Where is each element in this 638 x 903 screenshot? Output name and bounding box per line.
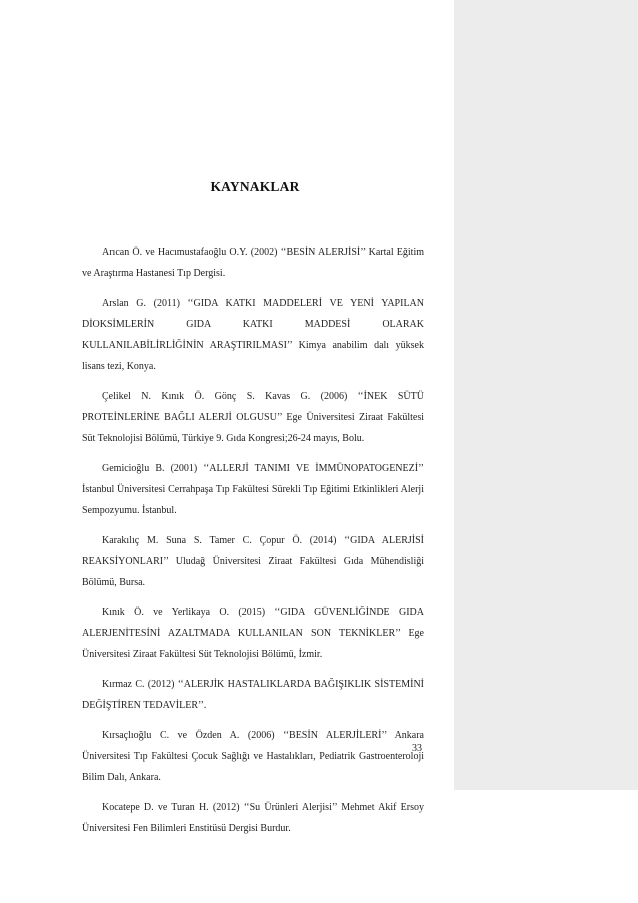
reference-item: Arıcan Ö. ve Hacımustafaoğlu O.Y. (2002) ‘‘BESİN ALERJİSİ’’ Kartal Eğitim ve Araştırma Hastanesi Tıp Dergisi. [82,247,424,279]
reference-item: Kırmaz C. (2012) ‘‘ALERJİK HASTALIKLARDA BAĞIŞIKLIK SİSTEMİNİ DEĞİŞTİREN TEDAVİLER’’. [82,679,424,711]
reference-list [82,242,424,848]
reference-item: Kocatepe D. ve Turan H. (2012) ‘‘Su Ürünleri Alerjisi’’ Mehmet Akif Ersoy Üniversitesi Fen Bilimleri Enstitüsü Dergisi Burdur. [82,802,424,834]
page-title: KAYNAKLAR [210,179,300,194]
comment-pane [454,0,638,790]
reference-item: Arslan G. (2011) ‘‘GIDA KATKI MADDELERİ VE YENİ YAPILAN DİOKSİMLERİN GIDA KATKI MADDESİ OLARAK KULLANILABİLİRLİĞİNİN ARAŞTIRILMASI’’ Kimya anabilim dalı yüksek lisans tezi, Konya. [82,298,424,372]
reference-item: Gemicioğlu B. (2001) ‘‘ALLERJİ TANIMI VE İMMÜNOPATOGENEZİ’’ İstanbul Üniversitesi Cerrahpaşa Tıp Fakültesi Sürekli Tıp Eğitimi Etkinlikleri Alerji Sempozyumu. İstanbul. [82,463,424,516]
reference-item: Karakılıç M. Suna S. Tamer C. Çopur Ö. (2014) ‘‘GIDA ALERJİSİ REAKSİYONLARI’’ Uludağ Üniversitesi Ziraat Fakültesi Gıda Mühendisliği Bölümü, Bursa. [82,535,424,588]
reference-item: Çelikel N. Kınık Ö. Gönç S. Kavas G. (2006) ‘‘İNEK SÜTÜ PROTEİNLERİNE BAĞLI ALERJİ OLGUSU’’ Ege Üniversitesi Ziraat Fakültesi Süt Teknolojisi Bölümü, Türkiye 9. Gıda Kongresi;26-24 mayıs, Bolu. [82,391,424,444]
page-number: 33 [412,743,422,754]
reference-item: Kınık Ö. ve Yerlikaya O. (2015) ‘‘GIDA GÜVENLİĞİNDE GIDA ALERJENİTESİNİ AZALTMADA KULLANILAN SON TEKNİKLER’’ Ege Üniversitesi Ziraat Fakültesi Süt Teknolojisi Bölümü, İzmir. [82,607,424,660]
reference-item: Kırsaçlıoğlu C. ve Özden A. (2006) ‘‘BESİN ALERJİLERİ’’ Ankara Üniversitesi Tıp Fakültesi Çocuk Sağlığı ve Hastalıkları, Pediatrik Gastroenteroloji Bilim Dalı, Ankara. [82,730,424,783]
